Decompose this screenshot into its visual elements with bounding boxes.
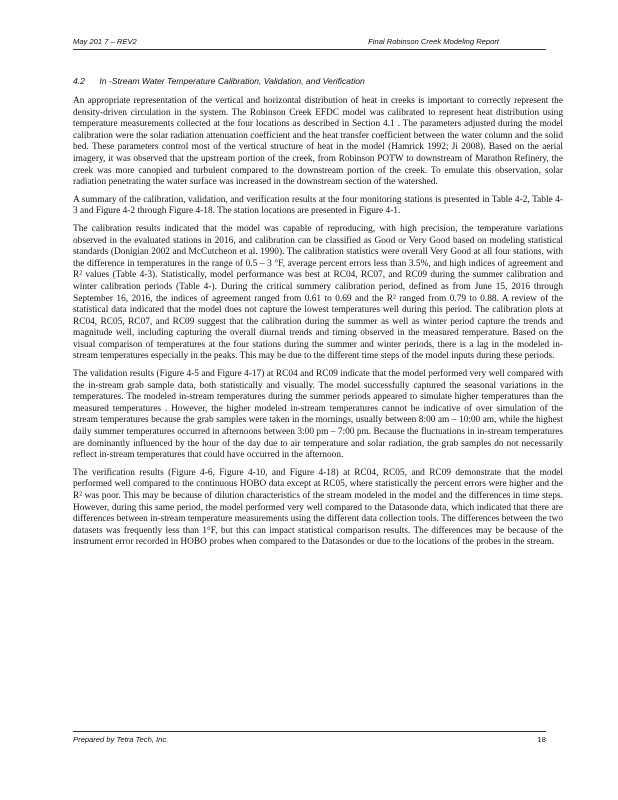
page-header: [73, 37, 546, 50]
paragraph-verification: The verification results (Figure 4-6, Figure 4-10, and Figure 4-18) at RC04, RC05, and RC09 demonstrate that the model performed well compared to the continuous HOBO data except at RC05, where statistically the percent errors were higher and the R² was poor. This may be because of dilution characteristics of the stream modeled in the model and the differences in time steps. However, during this same period, the model performed very well compared to the Datasonde data, which indicated that there are differences between in-stream temperature measurements using the different data collection tools. The differences between the two datasets was frequently less than 1°F, but this can impact statistical comparison results. The differences may be because of the instrument error recorded in HOBO probes when compared to the Datasondes or due to the locations of the probes in the stream.: [73, 467, 563, 548]
page-footer: [73, 731, 546, 744]
header-title: Final Robinson Creek Modeling Report: [368, 37, 499, 46]
paragraph-calibration: The calibration results indicated that the model was capable of reproducing, with high precision, the temperature variations observed in the evaluated stations in 2016, and calibration can be classified as Good or Very Good based on modeling statistical standards (Donigian 2002 and McCutcheon et al. 1990). The calibration statistics were overall Very Good at all four stations, with the difference in temperatures in the range of 0.5 – 3 °F, average percent errors less than 3.5%, and high indices of agreement and R² values (Table 4-3). Statistically, model performance was best at RC04, RC07, and RC09 during the summer calibration and winter calibration periods (Table 4-). During the critical summery calibration period, defined as from June 15, 2016 through September 16, 2016, the indices of agreement ranged from 0.61 to 0.69 and the R² ranged from 0.79 to 0.88. A review of the statistical data indicated that the model does not capture the lowest temperatures well during this period. The calibration plots at RC04, RC05, RC07, and RC09 suggest that the calibration during the summer as well as winter period capture the trends and magnitude well, including capturing the overall diurnal trends and timing observed in the measured temperature. Based on the visual comparison of temperatures at the four stations during the summer and winter periods, there is a lag in the modeled in-stream temperatures especially in the peaks. This may be due to the different time steps of the model inputs during these periods.: [73, 223, 563, 362]
footer-prepared-by: Prepared by Tetra Tech, Inc.: [73, 735, 169, 744]
section-heading: [73, 76, 365, 86]
section-number: 4.2: [73, 76, 85, 86]
paragraph-intro: An appropriate representation of the vertical and horizontal distribution of heat in creeks is important to correctly represent the density-driven circulation in the system. The Robinson Creek EFDC model was calibrated to represent heat distribution using temperature measurements collected at the four locations as described in Section 4.1 . The parameters adjusted during the model calibration were the solar radiation attenuation coefficient and the heat transfer coefficient between the water column and the solid bed. These parameters control most of the vertical structure of heat in the model (Hamrick 1992; Ji 2008). Based on the aerial imagery, it was observed that the upstream portion of the creek, from Robinson POTW to downstream of Marathon Refinery, the creek was more canopied and turbulent compared to the downstream portion of the creek. To emulate this observation, solar radiation penetrating the water surface was increased in the downstream section of the watershed.: [73, 96, 563, 188]
body-text: [73, 96, 563, 555]
section-title: In -Stream Water Temperature Calibration, Validation, and Verification: [99, 76, 365, 86]
page-number: 18: [537, 735, 546, 744]
paragraph-validation: The validation results (Figure 4-5 and Figure 4-17) at RC04 and RC09 indicate that the model performed very well compared with the in-stream grab sample data, both statistically and visually. The model successfully captured the seasonal variations in the temperatures. The modeled in-stream temperatures during the summer periods appeared to simulate higher temperatures than the measured temperatures . However, the higher modeled in-stream temperatures cannot be indicative of over simulation of the stream temperatures because the grab samples were taken in the mornings, usually between 8:00 am – 10:00 am, while the highest daily summer temperatures occurred in afternoons between 3:00 pm – 7:00 pm. Because the fluctuations in in-stream temperatures are dominantly influenced by the hour of the day due to air temperature and solar radiation, the grab samples do not necessarily reflect in-stream temperatures that could have occurred in the afternoon.: [73, 369, 563, 461]
header-date: May 201 7 – REV2: [73, 37, 137, 46]
paragraph-summary: A summary of the calibration, validation, and verification results at the four monitoring stations is presented in Table 4-2, Table 4-3 and Figure 4-2 through Figure 4-18. The station locations are presented in Figure 4-1.: [73, 194, 563, 217]
